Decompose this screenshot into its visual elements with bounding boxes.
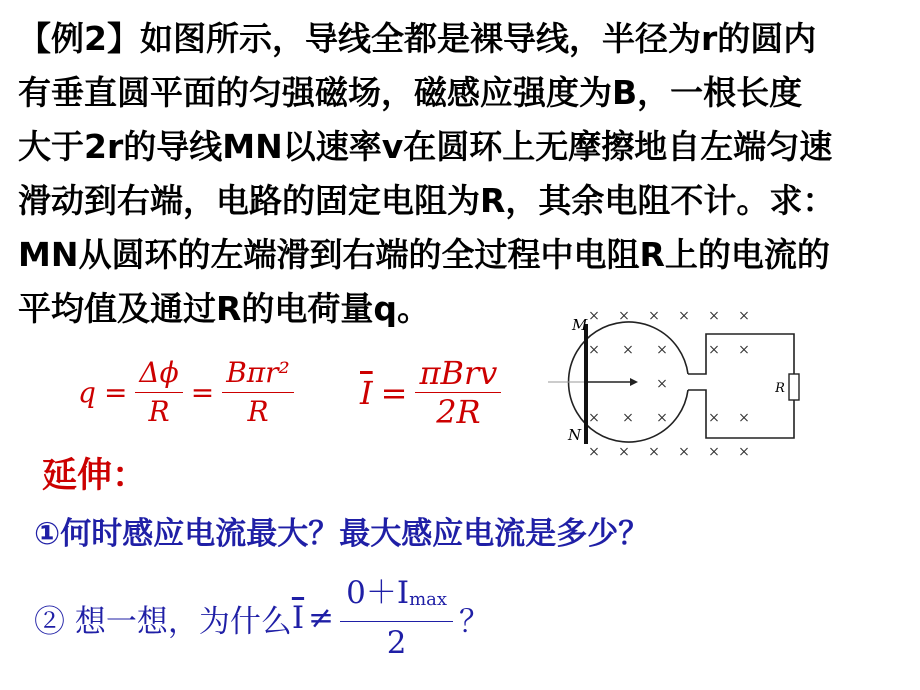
area-numerator: Bπr²	[222, 356, 294, 393]
cross-mark: ×	[648, 308, 660, 324]
cross-mark: ×	[656, 342, 668, 358]
cross-mark: ×	[656, 376, 668, 392]
current-fraction	[415, 356, 501, 429]
max-subscript: max	[409, 589, 448, 610]
cross-mark: ×	[678, 444, 690, 460]
problem-text	[18, 12, 898, 336]
cross-mark: ×	[708, 308, 720, 324]
resistor-label: R	[775, 381, 785, 396]
cross-mark: ×	[656, 410, 668, 426]
numerator-text: 0＋I	[346, 575, 410, 611]
velocity-arrowhead	[630, 378, 638, 386]
equals-sign-1: =	[103, 376, 128, 409]
cross-mark: ×	[708, 342, 720, 358]
area-fraction	[222, 356, 294, 429]
problem-line-3: 大于2r的导线MN以速率v在圆环上无摩擦地自左端匀速	[18, 127, 833, 166]
current-numerator: πBrv	[415, 356, 501, 393]
flux-numerator: Δϕ	[135, 356, 182, 393]
charge-formula	[78, 356, 294, 429]
cross-mark: ×	[738, 410, 750, 426]
cross-mark: ×	[738, 444, 750, 460]
equals-sign-3: =	[380, 373, 408, 412]
question-2-suffix: ？	[459, 603, 491, 640]
cross-mark: ×	[678, 308, 690, 324]
area-denominator: R	[247, 395, 269, 428]
cross-mark: ×	[738, 308, 750, 324]
question-2	[34, 574, 490, 662]
question-1: ①何时感应电流最大？最大感应电流是多少？	[34, 516, 650, 552]
charge-symbol: q	[78, 376, 96, 409]
cross-mark: ×	[738, 342, 750, 358]
cross-mark: ×	[618, 444, 630, 460]
average-numerator	[340, 574, 453, 622]
current-denominator: 2R	[436, 393, 481, 431]
flux-fraction	[135, 356, 182, 429]
problem-line-1: 【例2】如图所示，导线全都是裸导线，半径为r的圆内	[18, 19, 817, 58]
rod-end-label-n: N	[568, 426, 582, 444]
problem-line-5: MN从圆环的左端滑到右端的全过程中电阻R上的电流的	[18, 235, 830, 274]
cross-mark: ×	[648, 444, 660, 460]
problem-line-2: 有垂直圆平面的匀强磁场，磁感应强度为B，一根长度	[18, 73, 803, 112]
equals-sign-2: =	[190, 376, 215, 409]
circuit-diagram	[548, 304, 808, 464]
average-current-symbol: $\overline{I}$	[360, 373, 373, 412]
not-equal-sign: ≠	[308, 600, 335, 636]
current-formula	[360, 356, 501, 429]
cross-mark: ×	[588, 342, 600, 358]
resistor	[789, 374, 799, 400]
problem-line-6: 平均值及通过R的电荷量q。	[18, 289, 431, 328]
flux-denominator: R	[148, 395, 170, 428]
cross-mark: ×	[708, 410, 720, 426]
average-current-symbol-2: $\overline{I}$	[291, 600, 305, 636]
cross-mark: ×	[588, 444, 600, 460]
cross-mark: ×	[588, 410, 600, 426]
cross-mark: ×	[622, 410, 634, 426]
rod-end-label-m: M	[572, 316, 588, 334]
average-fraction	[340, 574, 453, 662]
problem-line-4: 滑动到右端，电路的固定电阻为R，其余电阻不计。求：	[18, 181, 836, 220]
cross-mark: ×	[622, 342, 634, 358]
average-denominator: 2	[386, 625, 407, 661]
cross-mark: ×	[618, 308, 630, 324]
question-2-prefix: ② 想一想，为什么	[34, 603, 292, 640]
cross-mark: ×	[588, 308, 600, 324]
extension-title: 延伸：	[42, 456, 148, 496]
cross-mark: ×	[708, 444, 720, 460]
